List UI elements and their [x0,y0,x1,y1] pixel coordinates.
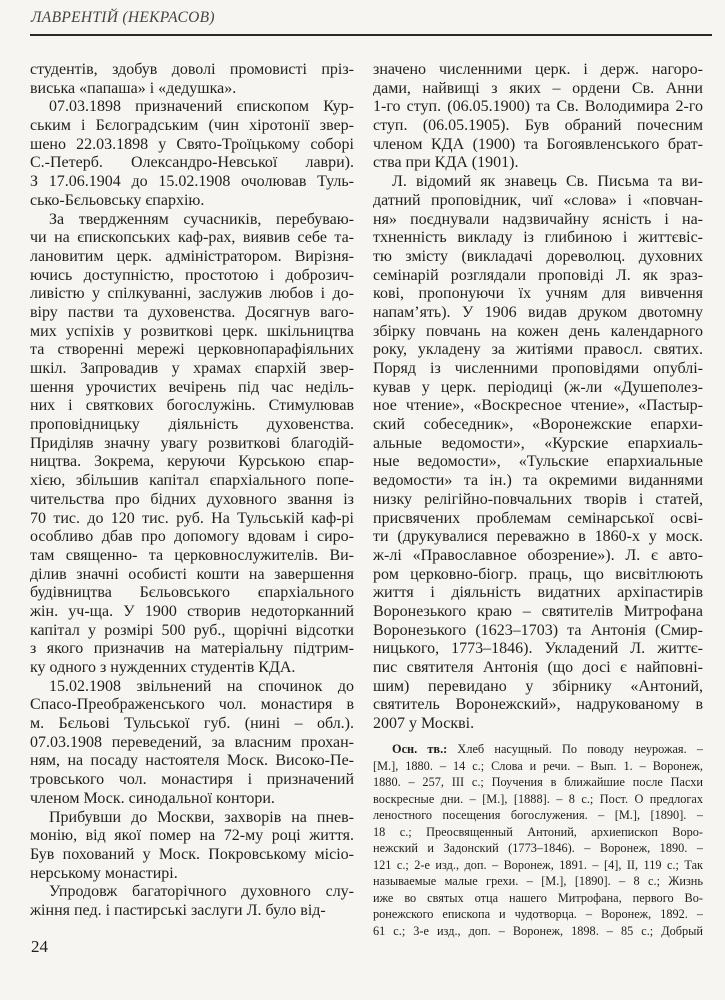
text-line: шим) перевидано у збірнику «Антоний, [373,677,703,695]
text-line: ділив значні особисті кошти на завершення [30,565,354,583]
text-line: ку одного з нужденних студентів КДА. [30,659,296,676]
text-line: ж-лі «Православное обозрение»). Л. є авто- [373,546,703,564]
text-line: будівництва Бєльовського єпархіального [30,584,354,602]
running-title: ЛАВРЕНТІЙ (НЕКРАСОВ) [31,9,215,26]
bibliography-line: 61 с.; 3-е изд., доп. – Воронеж, 1898. – 85 с.; Добрый [373,923,703,938]
text-line: святитель Воронежский», надрукованому в [373,696,703,714]
text-line: ведомости» та ін.) та окремими виданнями [373,472,703,490]
paragraph [30,98,354,210]
bibliography-label: Осн. тв.: [392,742,448,756]
text-line: альные ведомости», «Курские епархиаль- [373,434,703,452]
text-line: ням, на посаду настоятеля Моск. Високо-Пе- [30,752,354,770]
text-line: 1-го ступ. (06.05.1900) та Св. Володимира 2-го [373,98,703,116]
text-line: збірку повчань на кожен день календарного [373,322,703,340]
right-column [373,61,703,734]
text-line: тровського чол. монастиря і призначений [30,771,354,789]
text-line: ючись доступністю, простотою і доброзич- [30,266,354,284]
bibliography-line: ронежского епископа и чудотворца. – Воронеж, 1892. – [373,907,703,921]
text-line: 07.03.1908 переведений, за власним прохан- [30,733,354,751]
text-line: чи на єпископських каф-рах, виявив себе та- [30,229,354,247]
text-line: мих успіхів у розвиткові церк. шкільництва [30,322,354,340]
text-line: лановитим церк. адміністратором. Вирізня- [30,247,354,265]
text-line: шення урочистих вечірень під час неділь- [30,378,354,396]
paragraph [30,883,354,920]
paragraph [30,211,354,678]
text-line: життя і діяльність видатних архіпастирів [373,584,703,602]
text-line: З 17.06.1904 до 15.02.1908 очолював Туль- [30,173,354,191]
text-line: там священно- та церковнослужителів. Ви- [30,546,354,564]
text-line: пис святителя Антонія (що досі є найповні- [373,659,703,676]
text-line: Воронезького краю – святителів Митрофана [373,602,703,620]
text-line: напам’ять). У 1906 видав друком двотомну [373,303,703,321]
bibliography-line: 121 с.; 2-е изд., доп. – Воронеж, 1891. – [4], II, 119 с.; Так [373,857,703,872]
text-line: ництва. Зокрема, керуючи Курською єпар- [30,453,354,471]
text-line: ступ. (06.05.1905). Був обраний почесним [373,117,703,135]
paragraph [373,173,703,734]
bibliography-line: [М.], 1880. – 14 с.; Слова и речи. – Вып. 1. – Воронеж, [373,758,703,773]
text-line: тю змісту (викладачі дореволюц. духовних [373,247,703,265]
text-line: шено 22.03.1898 у Свято-Троїцькому соборі [30,135,354,153]
text-line: кові, пропонуючи їх учням для вивчення [373,285,703,303]
text-line: низку релігійно-повчальних творів і статей, [373,490,703,508]
bibliography-line: нежский и Задонский (1773–1846). – Воронеж, 1890. – [373,841,703,855]
text-line: датний проповідник, чиї «слова» і «повчан- [373,191,703,209]
text-line: ные ведомости», «Тульские епархиальные [373,453,703,471]
text-line: тхненність викладу із глибиною і життєвіс- [373,229,703,247]
text-line: віру пастви та духовенства. Досягнув ваго- [30,303,354,321]
bibliography-line [373,741,703,758]
text-line: семінарій розглядали проповіді Л. як зраз- [373,266,703,284]
text-line: монію, від якої помер на 72-му році життя. [30,827,354,845]
text-line: ное чтение», «Воскресное чтение», «Пастыр- [373,397,703,415]
text-line: студентів, здобув доволі промовисті пріз- [30,61,354,78]
bibliography-line: леностного посещения богослужения. – [М.], [1890]. – [373,808,703,822]
paragraph [30,678,354,809]
text-line: ливістю у спілкуванні, заслужив любов і до- [30,285,354,303]
text-line: С.-Петерб. Олександро-Невської лаври). [30,154,354,172]
page-number: 24 [31,937,48,956]
text-line: ницького, 1773–1846). Укладений Л. життє- [373,640,703,658]
text-line: них і святкових богослужінь. Стимулював [30,397,354,415]
text-line: хією, збільшив капітал єпархіального попе- [30,472,354,490]
text-line: 15.02.1908 звільнений на спочинок до [49,677,354,695]
bibliography-line: воскресные дни. – [М.], [1888]. – 8 с.; Пост. О предлогах [373,791,703,806]
text-line: 07.03.1898 призначений єпископом Кур- [49,98,354,116]
text-line: ства при КДА (1901). [373,154,519,172]
text-line: ром церковно-біогр. праць, що висвітлюють [373,565,703,583]
text-line: жін. уч-ща. У 1900 створив недоторканний [30,602,354,620]
bibliography-line: 1880. – 257, III с.; Поучения в ближайшие после Пасхи [373,775,703,789]
text-line: жіння пед. і пастирські заслуги Л. було від- [30,901,326,919]
text-line: виська «папаша» і «дедушка». [30,79,237,97]
bibliography-line: иже во святых отца нашего Митрофана, первого Во- [373,890,703,905]
text-line: шкіл. Запровадив у храмах єпархій звер- [30,360,354,377]
header-rule [30,34,712,36]
paragraph [30,809,354,884]
text-line: з якого призначив на матеріальну підтрим- [30,640,354,658]
left-column [30,61,354,921]
text-line: Приділяв значну увагу розвиткові благодій- [30,434,354,452]
text-line: Воронезького (1623–1703) та Антонія (Смир- [373,621,703,639]
bibliography-text: Хлеб насущный. По поводу неурожая. – [447,742,703,756]
text-line: Поряд із численними проповідями опублі- [373,360,703,377]
text-line: м. Бєльові Тульської губ. (нині – обл.). [30,715,354,733]
text-line: нерському монастирі. [30,864,178,882]
text-line: ня» поєднували надзвичайну ясність і на- [373,210,703,228]
text-line: ти (друкувалися переважно в 1860-х у моск. [373,528,703,546]
paragraph [30,61,354,98]
text-line: дами, найвищі з яких – ордени Св. Анни [373,79,703,97]
text-line: ский собеседник», «Воронежские епархи- [373,416,703,434]
text-line: проповідницьку діяльність духовенства. [30,416,354,434]
text-line: 70 тис. до 120 тис. руб. На Тульській каф-рі [30,509,354,527]
text-line: значено численними церк. і держ. нагоро- [373,61,703,78]
text-line: членом Моск. синодальної контори. [30,789,275,807]
bibliography-line: 18 с.; Преосвященный Антоний, архиепископ Воро- [373,824,703,839]
text-line: чительства про бідних духовного звання із [30,490,354,508]
text-line: Упродовж багаторічного духовного слу- [49,883,354,901]
text-line: та створенні мережі церковнопарафіяльних [30,341,354,359]
bibliography-line: называемые малые грехи. – [М.], [1890]. – 8 с.; Жизнь [373,874,703,888]
text-line: ським і Бєлоградським (чин хіротонії звер- [30,117,354,135]
text-line: року, укладену за житіями правосл. святих. [373,341,703,359]
bibliography [373,741,703,939]
text-line: Прибувши до Москви, захворів на пнев- [49,808,354,826]
text-line: сько-Бєльовську єпархію. [30,191,205,209]
text-line: 2007 у Москві. [373,715,475,733]
text-line: особливо дбав про допомогу вдовам і сиро- [30,528,354,546]
paragraph [373,61,703,173]
text-line: За твердженням сучасників, перебуваю- [49,210,354,228]
text-line: капітал у розмірі 500 руб., щорічні відсотки [30,621,354,639]
text-line: Спасо-Преображенського чол. монастиря в [30,696,354,714]
text-line: Л. відомий як знавець Св. Письма та ви- [392,173,703,191]
text-line: кував у церк. періодиці (ж-ли «Душеполез- [373,378,703,396]
text-line: присвячених проблемам семінарської осві- [373,509,703,527]
text-line: Був похований у Моск. Покровському місіо- [30,845,354,863]
text-line: членом КДА (1900) та Богоявленського брат- [373,135,703,153]
